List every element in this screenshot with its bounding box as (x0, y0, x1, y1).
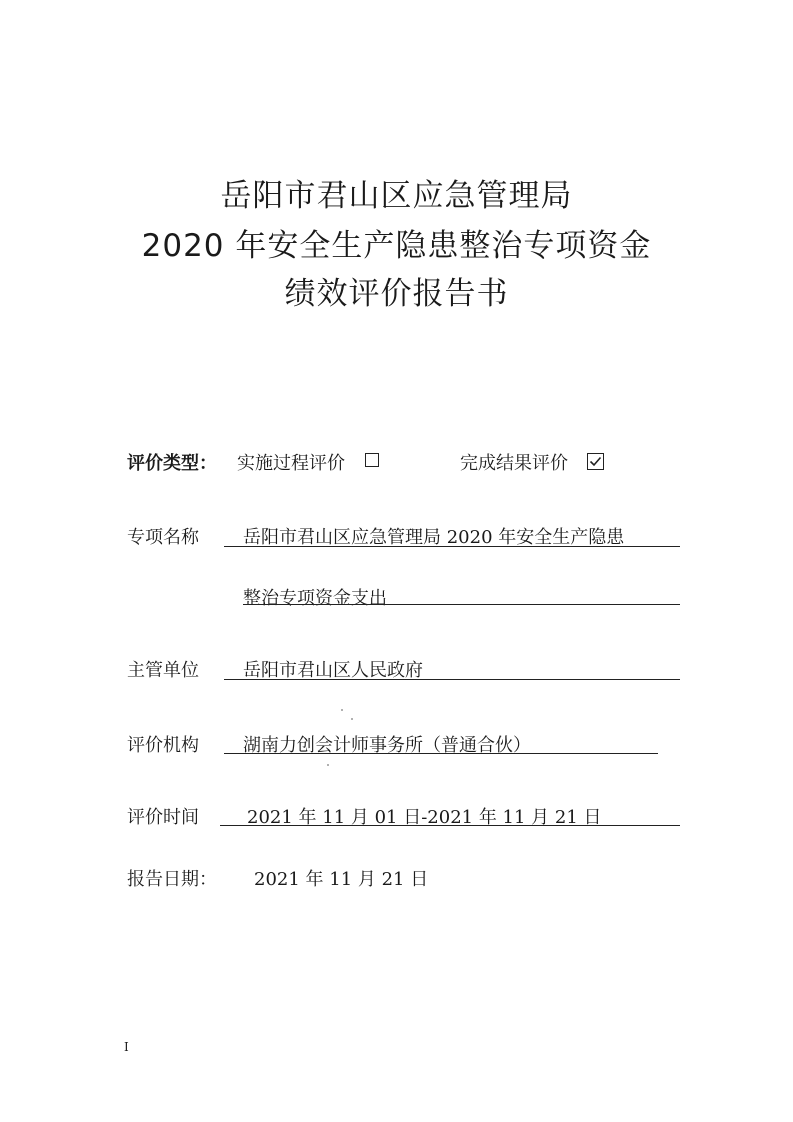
project-name-value-line1: 岳阳市君山区应急管理局 2020 年安全生产隐患 (243, 527, 625, 548)
scan-speck (351, 718, 353, 720)
scan-speck (327, 764, 329, 766)
evaluator-label: 评价机构 (127, 735, 199, 756)
page-number: I (124, 1040, 129, 1054)
eval-period-value: 2021 年 11 月 01 日-2021 年 11 月 21 日 (247, 807, 602, 828)
scan-speck (341, 709, 343, 711)
evaluator-underline (224, 753, 658, 754)
title-line-1: 岳阳市君山区应急管理局 (220, 178, 573, 214)
process-eval-checkbox[interactable] (365, 453, 379, 467)
check-icon (588, 454, 603, 469)
report-date-label: 报告日期： (127, 869, 217, 890)
eval-type-option-process: 实施过程评价 (237, 453, 345, 474)
supervisor-label: 主管单位 (127, 660, 199, 681)
eval-type-option-result: 完成结果评价 (460, 453, 568, 474)
evaluator-value: 湖南力创会计师事务所（普通合伙） (243, 735, 531, 756)
title-line-2: 2020 年安全生产隐患整治专项资金 (141, 228, 652, 264)
eval-period-underline (220, 825, 680, 826)
supervisor-value: 岳阳市君山区人民政府 (243, 660, 423, 681)
project-name-value-line2: 整治专项资金支出 (243, 588, 387, 609)
project-name-underline-2 (243, 604, 680, 605)
project-name-label: 专项名称 (127, 527, 199, 548)
report-date-value: 2021 年 11 月 21 日 (254, 869, 429, 890)
eval-type-label: 评价类型： (127, 453, 217, 474)
supervisor-underline (224, 679, 680, 680)
eval-period-label: 评价时间 (127, 807, 199, 828)
title-line-3: 绩效评价报告书 (284, 276, 509, 312)
project-name-underline-1 (224, 546, 680, 547)
